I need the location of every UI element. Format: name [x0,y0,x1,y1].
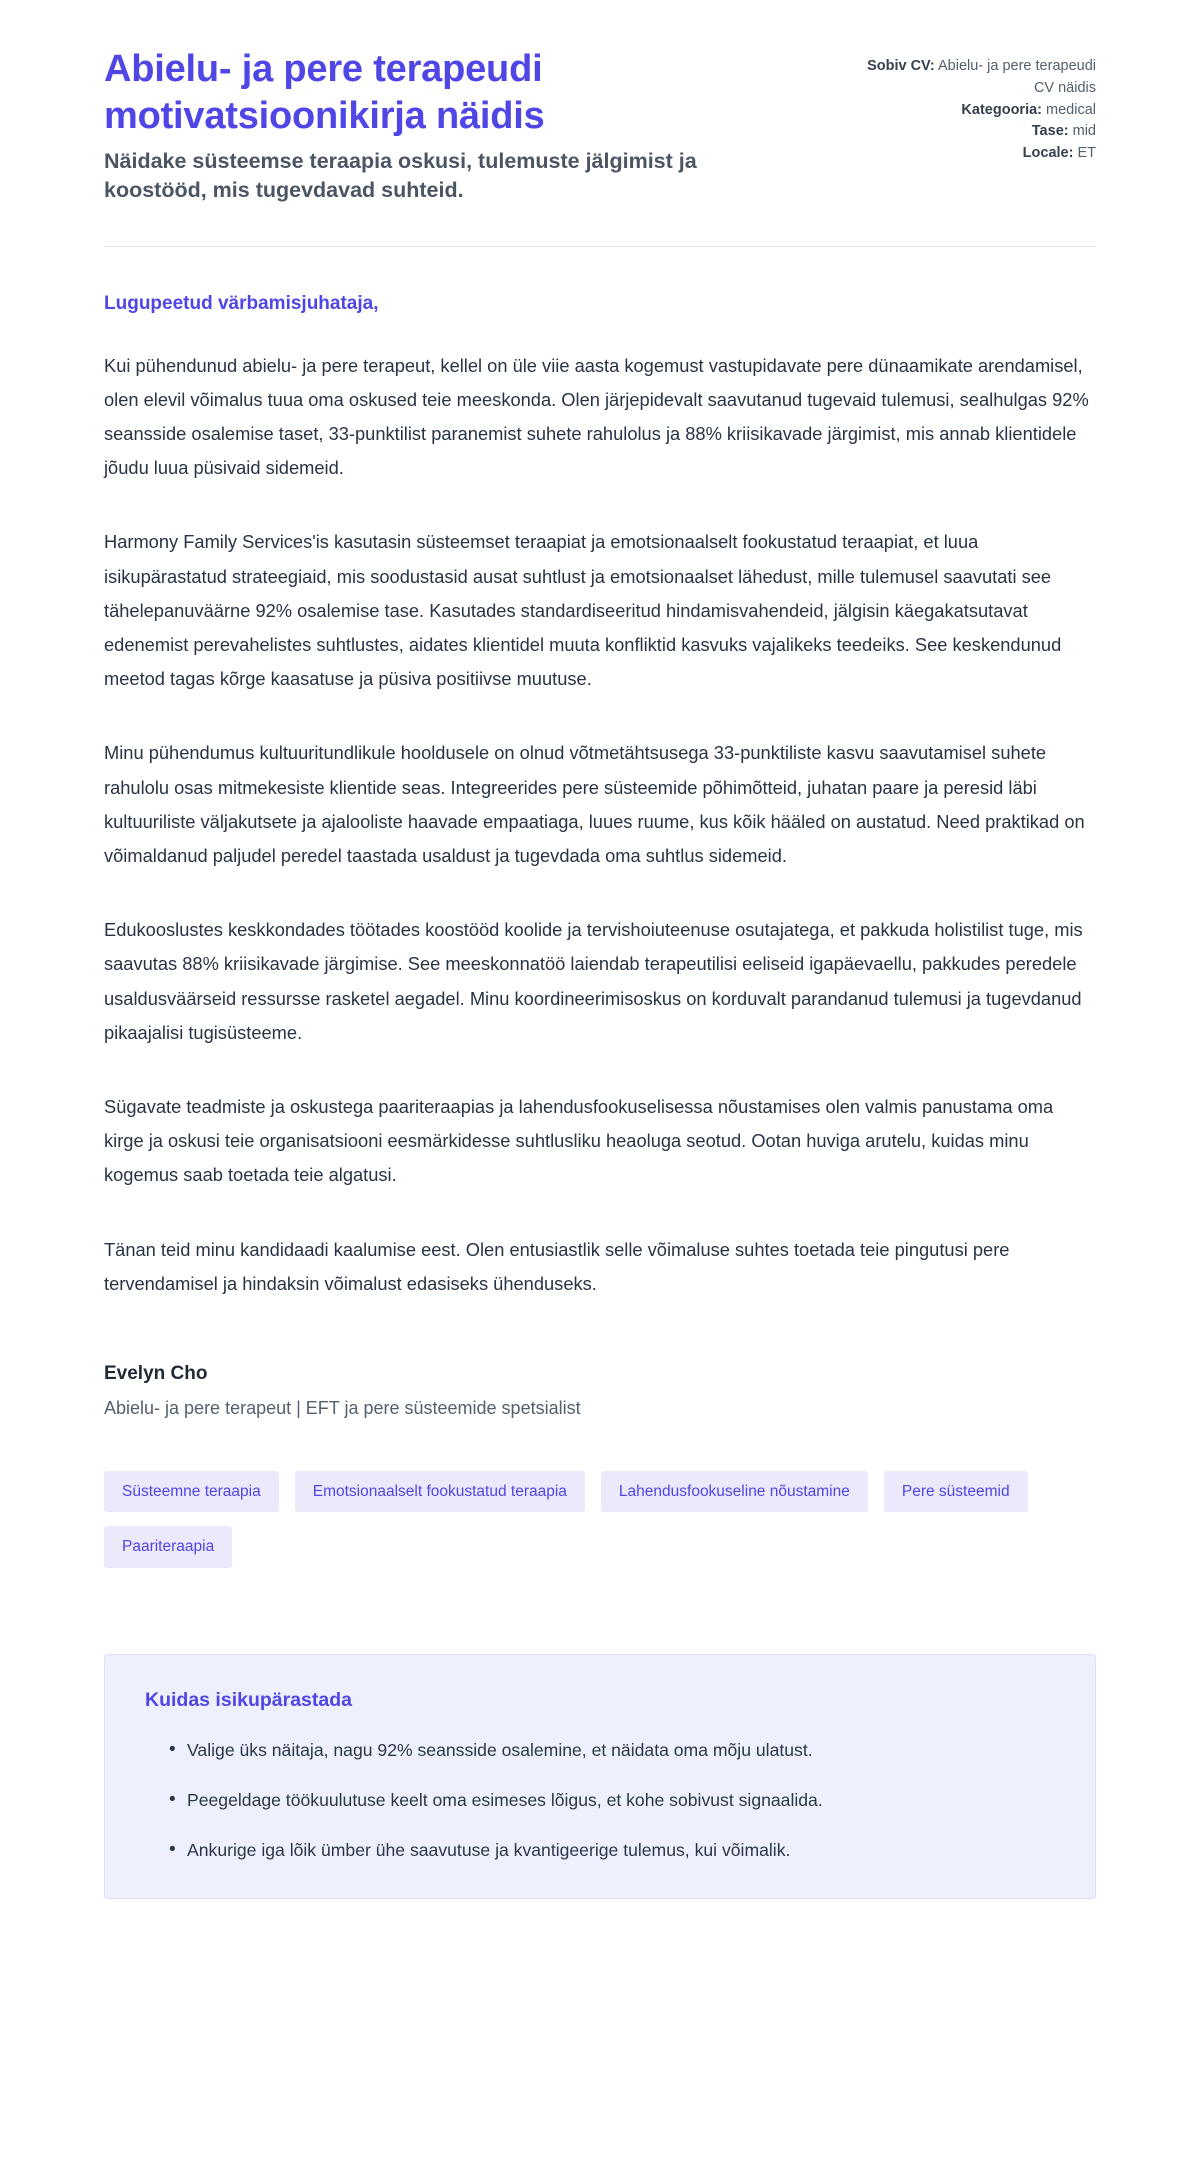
callout-tip-item: • Valige üks näitaja, nagu 92% seansside osalemine, et näidata oma mõju ulatust. [169,1736,1055,1764]
callout-tip-item: • Ankurige iga lõik ümber ühe saavutuse ja kvantigeerige tulemus, kui võimalik. [169,1836,1055,1864]
meta-value-locale: ET [1077,145,1096,161]
meta-label-locale: Locale: [1022,145,1074,161]
personalization-tips-callout [104,1654,1096,1899]
page-title: Abielu- ja pere terapeudi motivatsioonikirja näidis [104,48,545,137]
skill-tag[interactable]: Lahendusfookuseline nõustamine [601,1471,868,1513]
meta-row-level [860,121,1096,143]
signature-name: Evelyn Cho [104,1362,208,1384]
header-title-block [104,46,804,206]
salutation: Lugupeetud värbamisjuhataja, [104,292,379,314]
letter-paragraph: Minu pühendumus kultuuritundlikule hooldusele on olnud võtmetähtsusega 33-punktiliste kasvu saavutamisel suhete rahulolu osas mitmekesiste klientide seas. Integreerides pere süsteemide põhimõtteid, juhatan paare ja peresid läbi kultuuriliste väljakutsete ja ajalooliste haavade empaatiaga, luues ruume, kus kõik hääled on austatud. Need praktikad on võimaldanud paljudel peredel taastada usaldust ja tugevdada oma suhtlus sidemeid. [104,742,1085,866]
skill-tag[interactable]: Pere süsteemid [884,1471,1028,1513]
letter-paragraph: Sügavate teadmiste ja oskustega paariteraapias ja lahendusfookuselisessa nõustamises olen valmis panustama oma kirge ja oskusi teie organisatsiooni eesmärkidesse suhtlusliku heaoluga seotud. Ootan huviga arutelu, kuidas minu kogemus saab toetada teie algatusi. [104,1095,1054,1186]
meta-row-locale [860,143,1096,165]
document-header [104,46,1096,206]
callout-tip-list [145,1736,1055,1864]
meta-label-matching-cv: Sobiv CV: [867,58,935,74]
meta-value-matching-cv: Abielu- ja pere terapeudi CV näidis [938,58,1096,96]
signature-block [104,1363,1096,1419]
signature-role: Abielu- ja pere terapeut | EFT ja pere süsteemide spetsialist [104,1397,581,1418]
skill-tag[interactable]: Paariteraapia [104,1526,232,1568]
letter-paragraph: Tänan teid minu kandidaadi kaalumise eest. Olen entusiastlik selle võimaluse suhtes toetada teie pingutusi pere tervendamisel ja hindaksin võimalust edasiseks ühenduseks. [104,1238,1010,1294]
letter-paragraph: Kui pühendunud abielu- ja pere terapeut, kellel on üle viie aasta kogemust vastupidavate pere dünaamikate arendamisel, olen elevil võimalus tuua oma oskused teie meeskonda. Olen järjepidevalt saavutanud tugevaid tulemusi, sealhulgas 92% seansside osalemise taset, 33-punktilist paranemist suhete rahulolus ja 88% kriisikavade järgimist, mis annab klientidele jõudu luua püsivaid sidemeid. [104,354,1089,479]
cover-letter-body [104,293,1096,1301]
header-divider [104,246,1096,247]
meta-row-matching-cv [860,56,1096,100]
skill-tag[interactable]: Süsteemne teraapia [104,1471,279,1513]
meta-row-category [860,100,1096,122]
meta-label-level: Tase: [1031,123,1069,140]
meta-label-category: Kategooria: [961,101,1042,118]
letter-paragraph: Edukooslustes keskkondades töötades koostööd koolide ja tervishoiuteenuse osutajatega, et pakkuda holistilist tuge, mis saavutas 88% kriisikavade järgimise. See meeskonnatöö laiendab terapeutilisi eeliseid igapäevaellu, pakkudes peredele usaldusväärseid ressursse rasketel aegadel. Minu koordineerimisoskus on korduvalt parandanud tulemusi ja tugevdanud pikaajalisi tugisüsteeme. [104,919,1083,1043]
page-subtitle: Näidake süsteemse teraapia oskusi, tulemuste jälgimist ja koostööd, mis tugevdavad suhteid. [104,149,697,203]
skill-tag-list [104,1471,1044,1568]
letter-paragraph: Harmony Family Services'is kasutasin süsteemset teraapiat ja emotsionaalselt fookustatud teraapiat, et luua isikupärastatud strateegiaid, mis soodustasid ausat suhtlust ja emotsionaalset lähedust, mille tulemusel saavutati see tähelepanuväärne 92% osalemise tase. Kasutades standardiseeritud hindamisvahendeid, jälgisin käegakatsutavat edenemist perevahelistes suhtlustes, aidates klientidel muuta konfliktid kasvuks vajalikeks teedeiks. See keskendunud meetod tagas kõrge kaasatuse ja püsiva positiivse muutuse. [104,531,1062,690]
callout-tip-item: • Peegeldage töökuulutuse keelt oma esimeses lõigus, et kohe sobivust signaalida. [169,1786,1055,1814]
meta-value-level: mid [1072,123,1096,140]
meta-value-category: medical [1046,101,1096,118]
document-metadata [860,46,1096,165]
skill-tag[interactable]: Emotsionaalselt fookustatud teraapia [295,1471,585,1513]
callout-title: Kuidas isikupärastada [145,1688,352,1711]
